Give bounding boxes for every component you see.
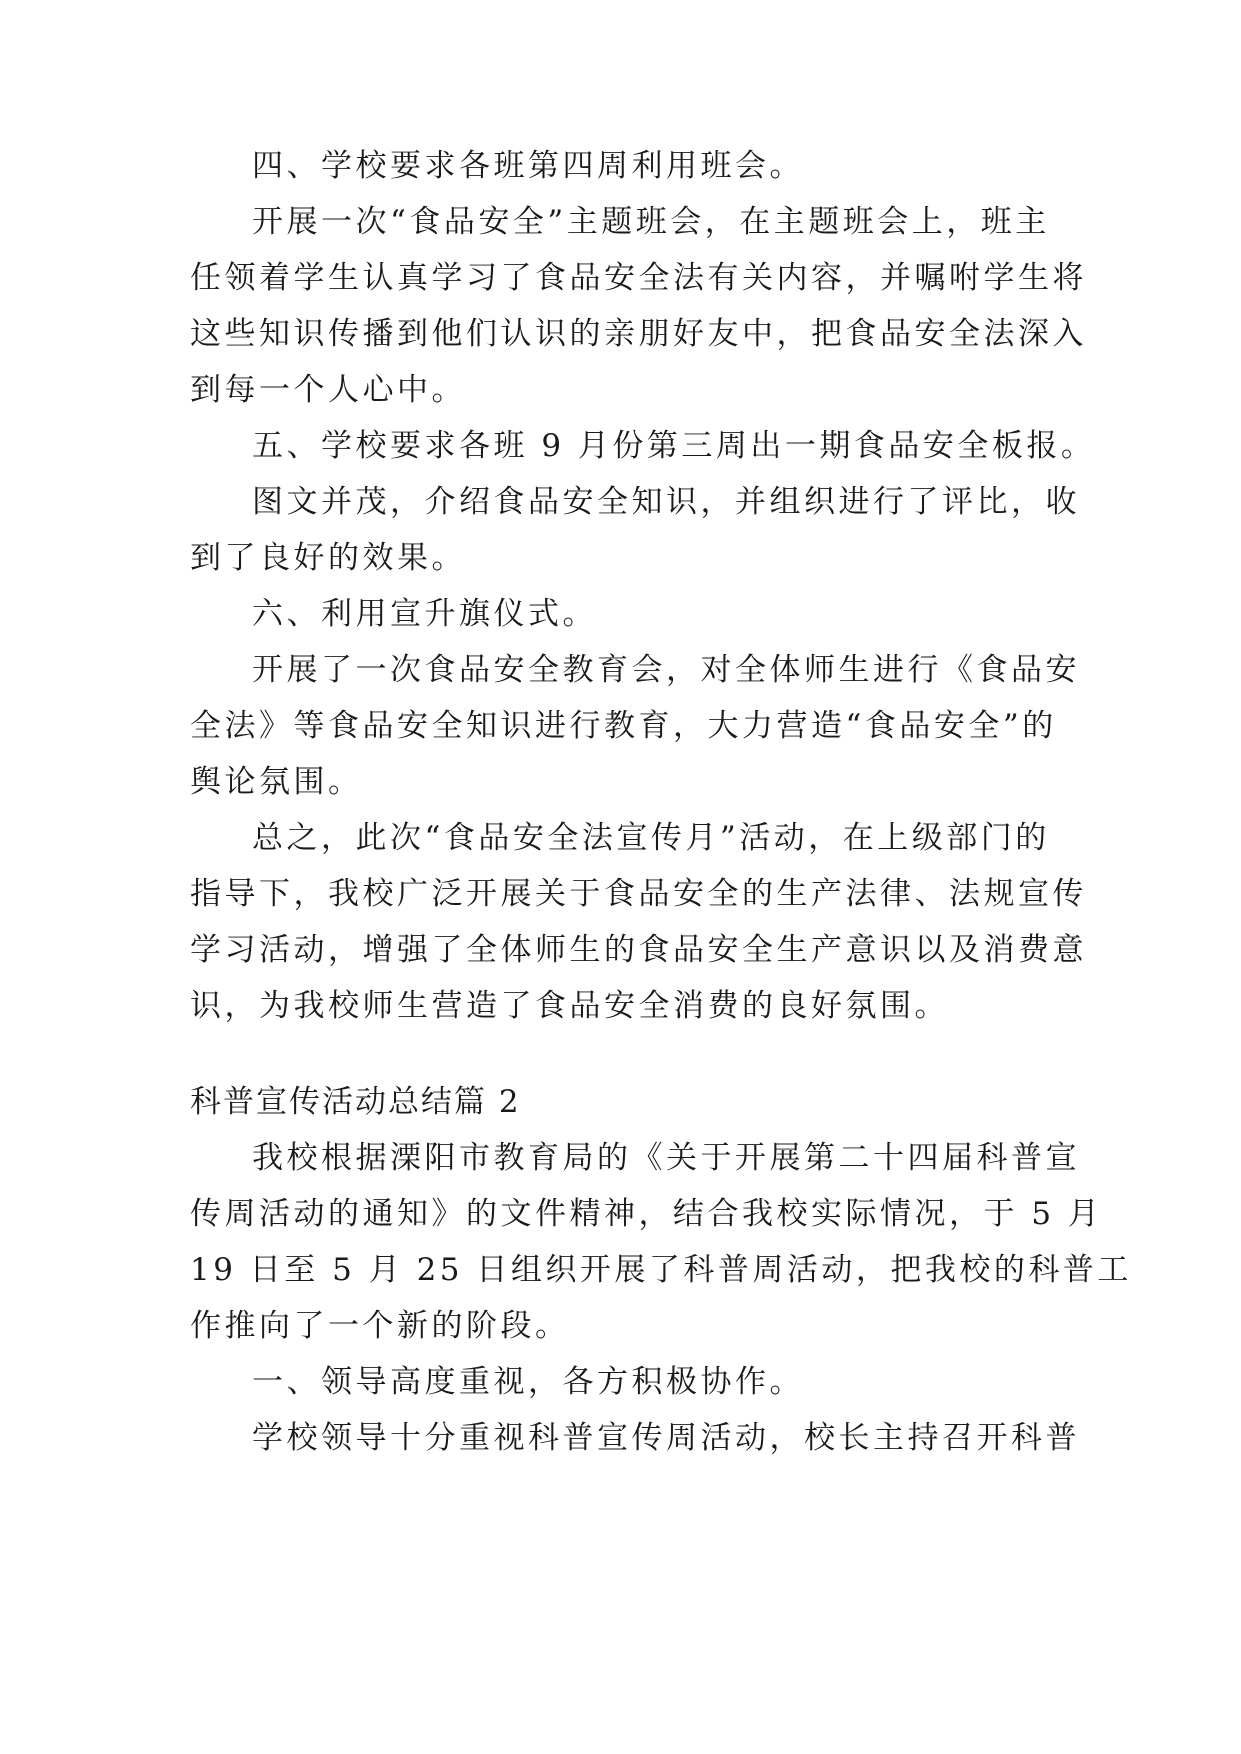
paragraph-line: 到每一个人心中。 [190, 372, 466, 408]
paragraph-line: 四、学校要求各班第四周利用班会。 [252, 148, 804, 184]
paragraph-line: 19 日至 5 月 25 日组织开展了科普周活动，把我校的科普工 [190, 1252, 1132, 1288]
paragraph-line: 学校领导十分重视科普宣传周活动，校长主持召开科普 [252, 1420, 1080, 1456]
paragraph-line: 我校根据溧阳市教育局的《关于开展第二十四届科普宣 [252, 1140, 1080, 1176]
section-heading: 科普宣传活动总结篇 2 [190, 1084, 521, 1120]
paragraph-line: 六、利用宣升旗仪式。 [252, 596, 597, 632]
paragraph-line: 作推向了一个新的阶段。 [190, 1308, 570, 1344]
paragraph-line: 开展了一次食品安全教育会，对全体师生进行《食品安 [252, 652, 1080, 688]
paragraph-line: 识，为我校师生营造了食品安全消费的良好氛围。 [190, 988, 949, 1024]
paragraph-line: 五、学校要求各班 9 月份第三周出一期食品安全板报。 [252, 428, 1096, 464]
paragraph-line: 全法》等食品安全知识进行教育，大力营造“食品安全”的 [190, 708, 1057, 744]
paragraph-line: 开展一次“食品安全”主题班会，在主题班会上，班主 [252, 204, 1050, 240]
paragraph-line: 学习活动，增强了全体师生的食品安全生产意识以及消费意 [190, 932, 1087, 968]
paragraph-line: 任领着学生认真学习了食品安全法有关内容，并嘱咐学生将 [190, 260, 1087, 296]
paragraph-line: 传周活动的通知》的文件精神，结合我校实际情况，于 5 月 [190, 1196, 1103, 1232]
paragraph-line: 图文并茂，介绍食品安全知识，并组织进行了评比，收 [252, 484, 1080, 520]
paragraph-line: 总之，此次“食品安全法宣传月”活动，在上级部门的 [252, 820, 1050, 856]
paragraph-line: 舆论氛围。 [190, 764, 363, 800]
paragraph-line: 一、领导高度重视，各方积极协作。 [252, 1364, 804, 1400]
paragraph-line: 到了良好的效果。 [190, 540, 466, 576]
paragraph-line: 指导下，我校广泛开展关于食品安全的生产法律、法规宣传 [190, 876, 1087, 912]
paragraph-line: 这些知识传播到他们认识的亲朋好友中，把食品安全法深入 [190, 316, 1087, 352]
